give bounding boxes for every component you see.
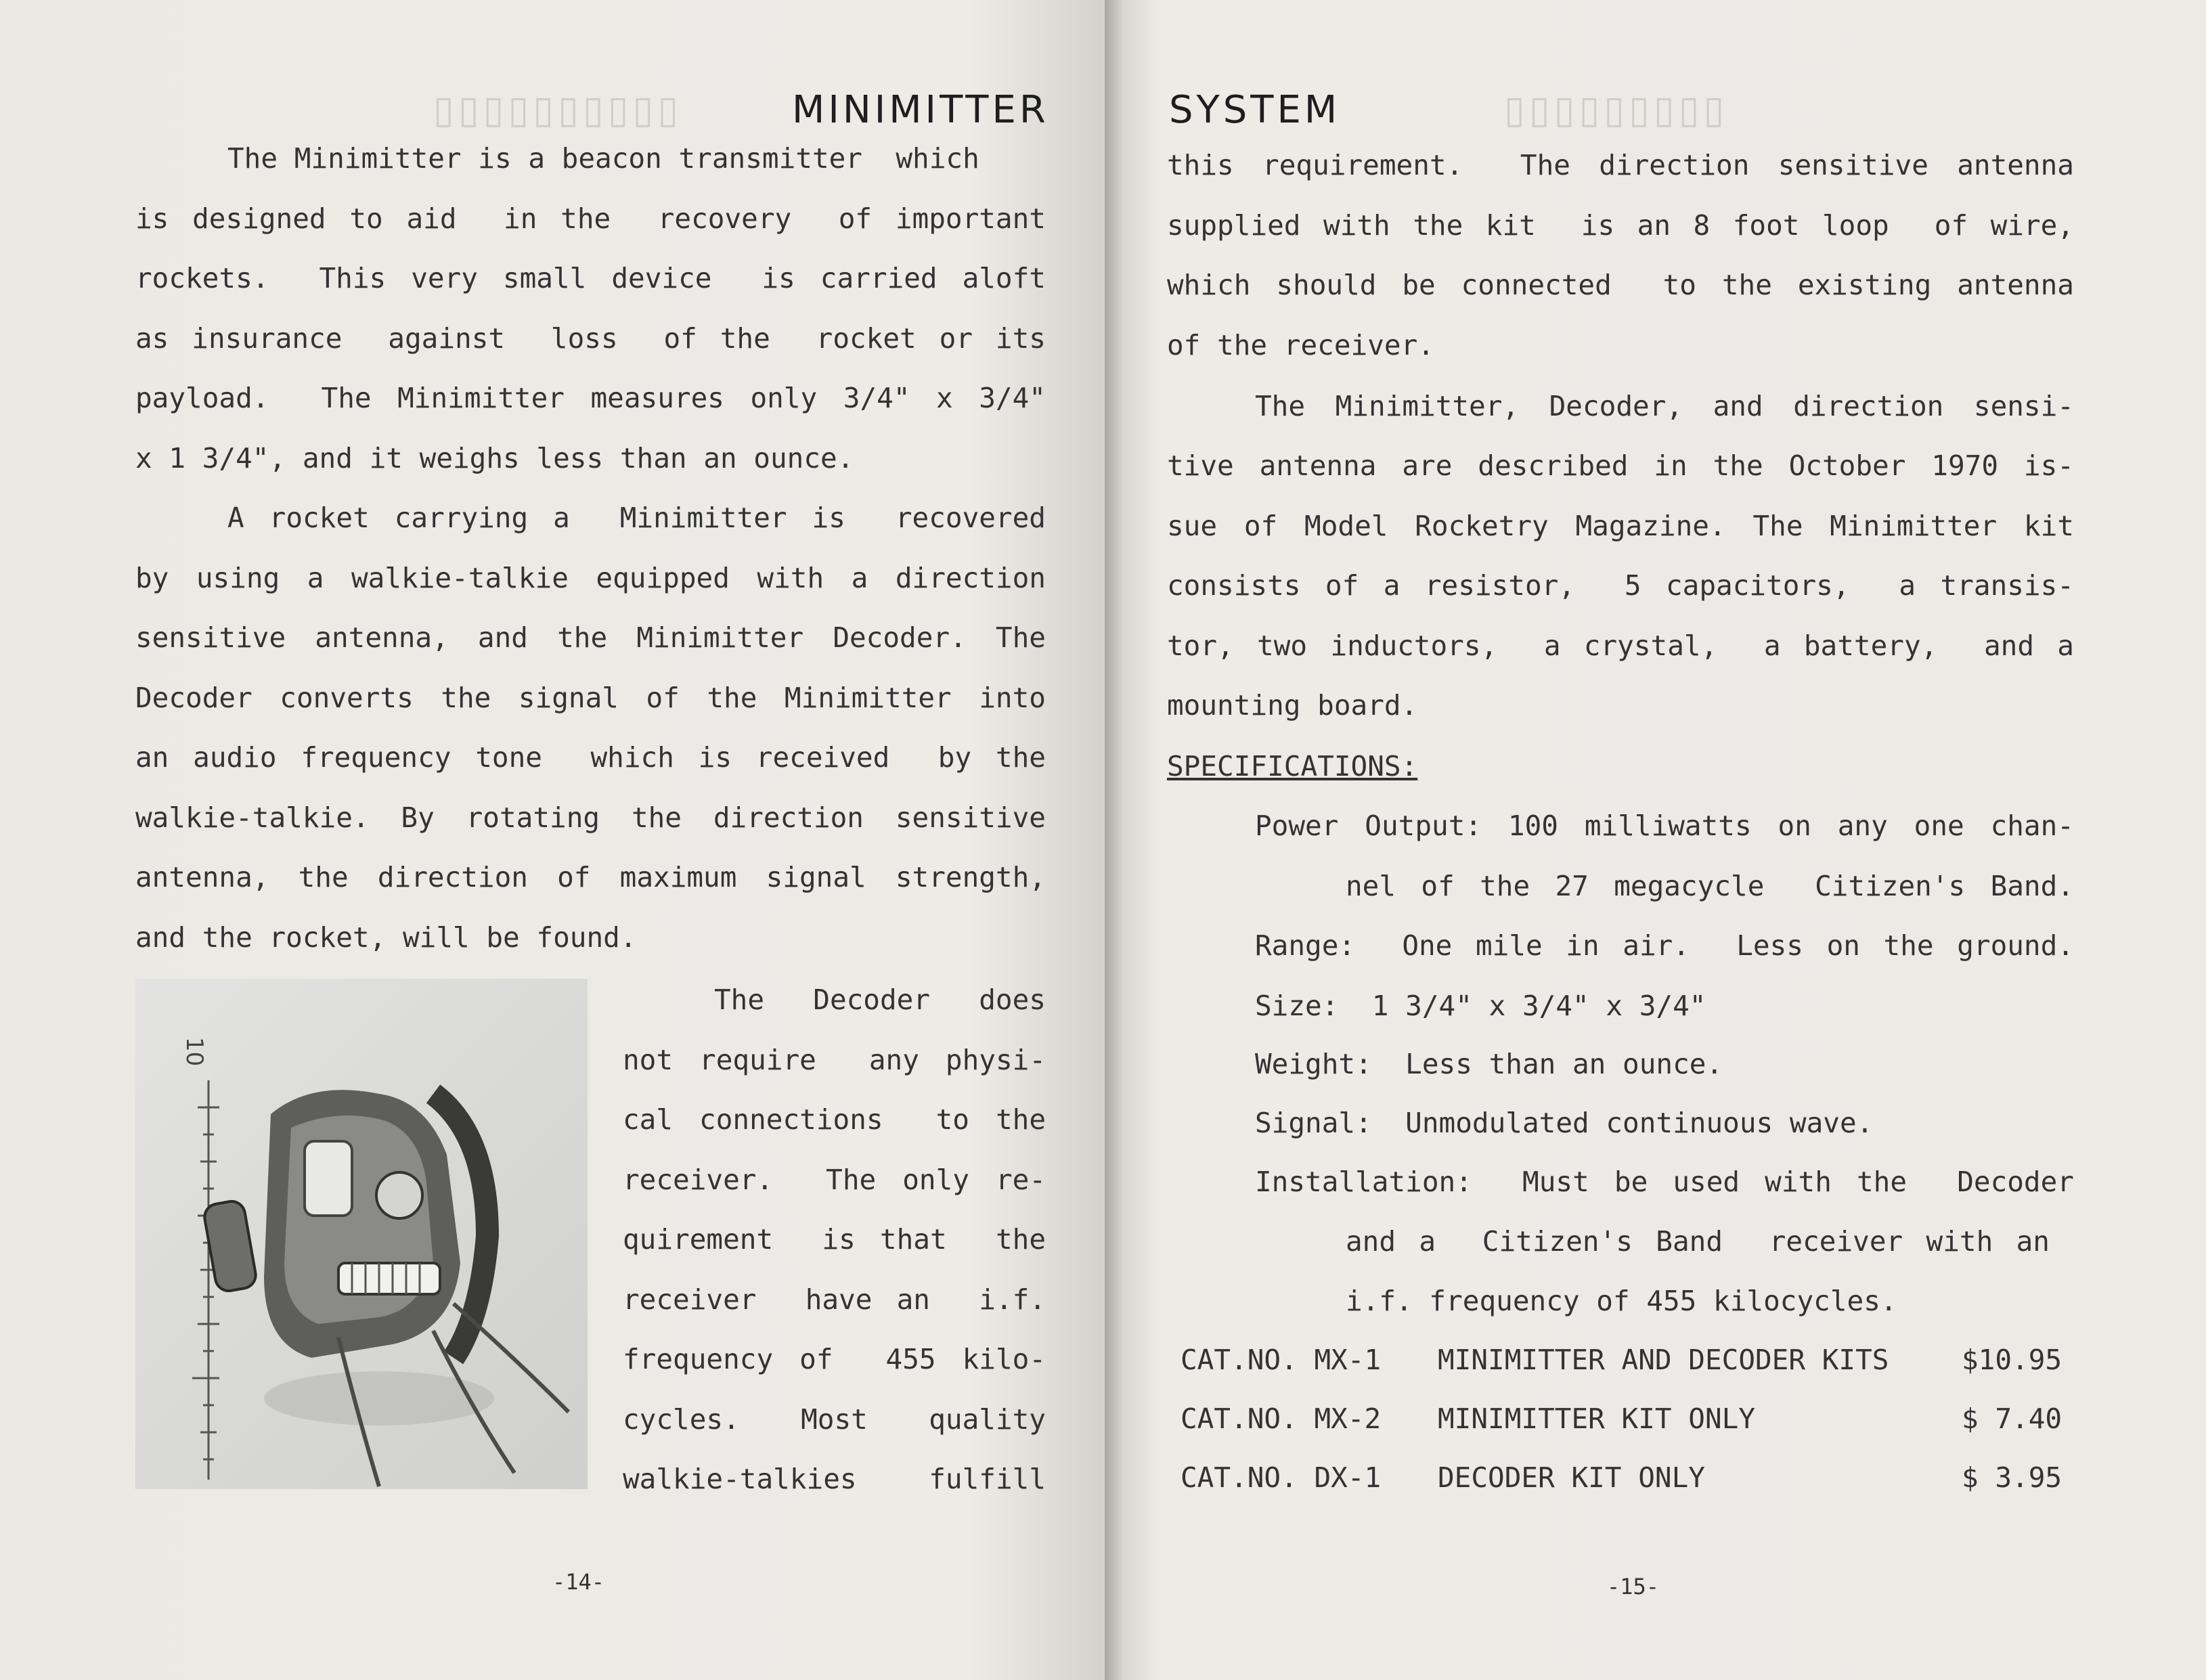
left-line-7: A rocket carrying a Minimitter is recovered [227,502,1046,534]
side-line-3: cal connections to the [623,1103,1046,1136]
right-line-9: tor, two inductors, a crystal, a battery, and a [1167,629,2074,662]
side-line-8: cycles. Most quality [623,1403,1046,1436]
spec-installation-cont2: i.f. frequency of 455 kilocycles. [1346,1285,1897,1317]
minimitter-device-image [135,979,588,1489]
left-line-5: payload. The Minimitter measures only 3/4" x 3/4" [135,382,1046,414]
left-line-6: x 1 3/4", and it weighs less than an ounce. [135,442,854,474]
left-line-8: by using a walkie-talkie equipped with a direction [135,562,1046,594]
side-line-7: frequency of 455 kilo- [623,1343,1046,1375]
spec-installation: Installation: Must be used with the Decoder [1255,1166,2074,1198]
side-line-1: The Decoder does [714,983,1046,1016]
side-line-6: receiver have an i.f. [623,1283,1046,1316]
side-line-2: not require any physi- [623,1044,1046,1076]
right-line-2: supplied with the kit is an 8 foot loop of wire, [1167,209,2074,242]
left-line-13: antenna, the direction of maximum signal strength, [135,861,1046,893]
right-line-1: this requirement. The direction sensitive antenna [1167,149,2074,181]
left-line-3: rockets. This very small device is carried aloft [135,262,1046,294]
right-line-7: sue of Model Rocketry Magazine. The Minimitter kit [1167,510,2074,542]
spec-power-output: Power Output: 100 milliwatts on any one chan- [1255,810,2074,842]
spec-weight: Weight: Less than an ounce. [1255,1048,1723,1080]
ruler-label: 10 [181,1037,208,1067]
minimitter-photo [135,979,588,1489]
left-line-1: The Minimitter is a beacon transmitter which [227,142,979,175]
catalog-price: $10.95 [1962,1344,2062,1376]
spec-range: Range: One mile in air. Less on the ground. [1255,929,2074,962]
catalog-description: DECODER KIT ONLY [1438,1461,1705,1494]
right-line-8: consists of a resistor, 5 capacitors, a transis- [1167,569,2074,602]
spec-installation-cont1: and a Citizen's Band receiver with an [1346,1225,2050,1258]
left-page-number: -14- [552,1569,605,1595]
bleed-through-heading-right: ▯▯▯▯▯▯▯▯▯ [1504,88,1729,132]
catalog-price: $ 3.95 [1962,1461,2062,1494]
left-line-11: an audio frequency tone which is received by the [135,741,1046,774]
right-page [1105,0,2206,1680]
left-line-2: is designed to aid in the recovery of important [135,202,1046,235]
catalog-description: MINIMITTER KIT ONLY [1438,1402,1755,1435]
catalog-number: CAT.NO. DX-1 [1181,1461,1382,1494]
side-line-4: receiver. The only re- [623,1164,1046,1196]
catalog-number: CAT.NO. MX-2 [1181,1402,1382,1435]
specifications-heading: SPECIFICATIONS: [1167,750,1418,782]
catalog-price: $ 7.40 [1962,1402,2062,1435]
right-line-4: of the receiver. [1167,329,1434,361]
right-line-3: which should be connected to the existing antenna [1167,269,2074,301]
left-line-14: and the rocket, will be found. [135,921,637,954]
right-line-5: The Minimitter, Decoder, and direction sensi- [1255,390,2074,422]
left-line-12: walkie-talkie. By rotating the direction sensitive [135,801,1046,834]
spec-size: Size: 1 3/4" x 3/4" x 3/4" [1255,990,1706,1022]
left-line-10: Decoder converts the signal of the Minimitter into [135,682,1046,714]
catalog-description: MINIMITTER AND DECODER KITS [1438,1344,1889,1376]
right-page-number: -15- [1607,1574,1660,1599]
left-page-heading: MINIMITTER [792,88,1049,132]
catalog-number: CAT.NO. MX-1 [1181,1344,1382,1376]
spec-signal: Signal: Unmodulated continuous wave. [1255,1107,1874,1139]
left-line-9: sensitive antenna, and the Minimitter Decoder. The [135,621,1046,654]
side-line-9: walkie-talkies fulfill [623,1463,1046,1495]
spec-power-output-cont: nel of the 27 megacycle Citizen's Band. [1346,870,2074,902]
side-line-5: quirement is that the [623,1223,1046,1256]
left-line-4: as insurance against loss of the rocket or its [135,322,1046,355]
right-page-heading: SYSTEM [1169,88,1341,132]
bleed-through-heading: ▯▯▯▯▯▯▯▯▯▯ [433,88,683,132]
right-line-6: tive antenna are described in the October 1970 is- [1167,449,2074,482]
right-line-10: mounting board. [1167,689,1418,722]
